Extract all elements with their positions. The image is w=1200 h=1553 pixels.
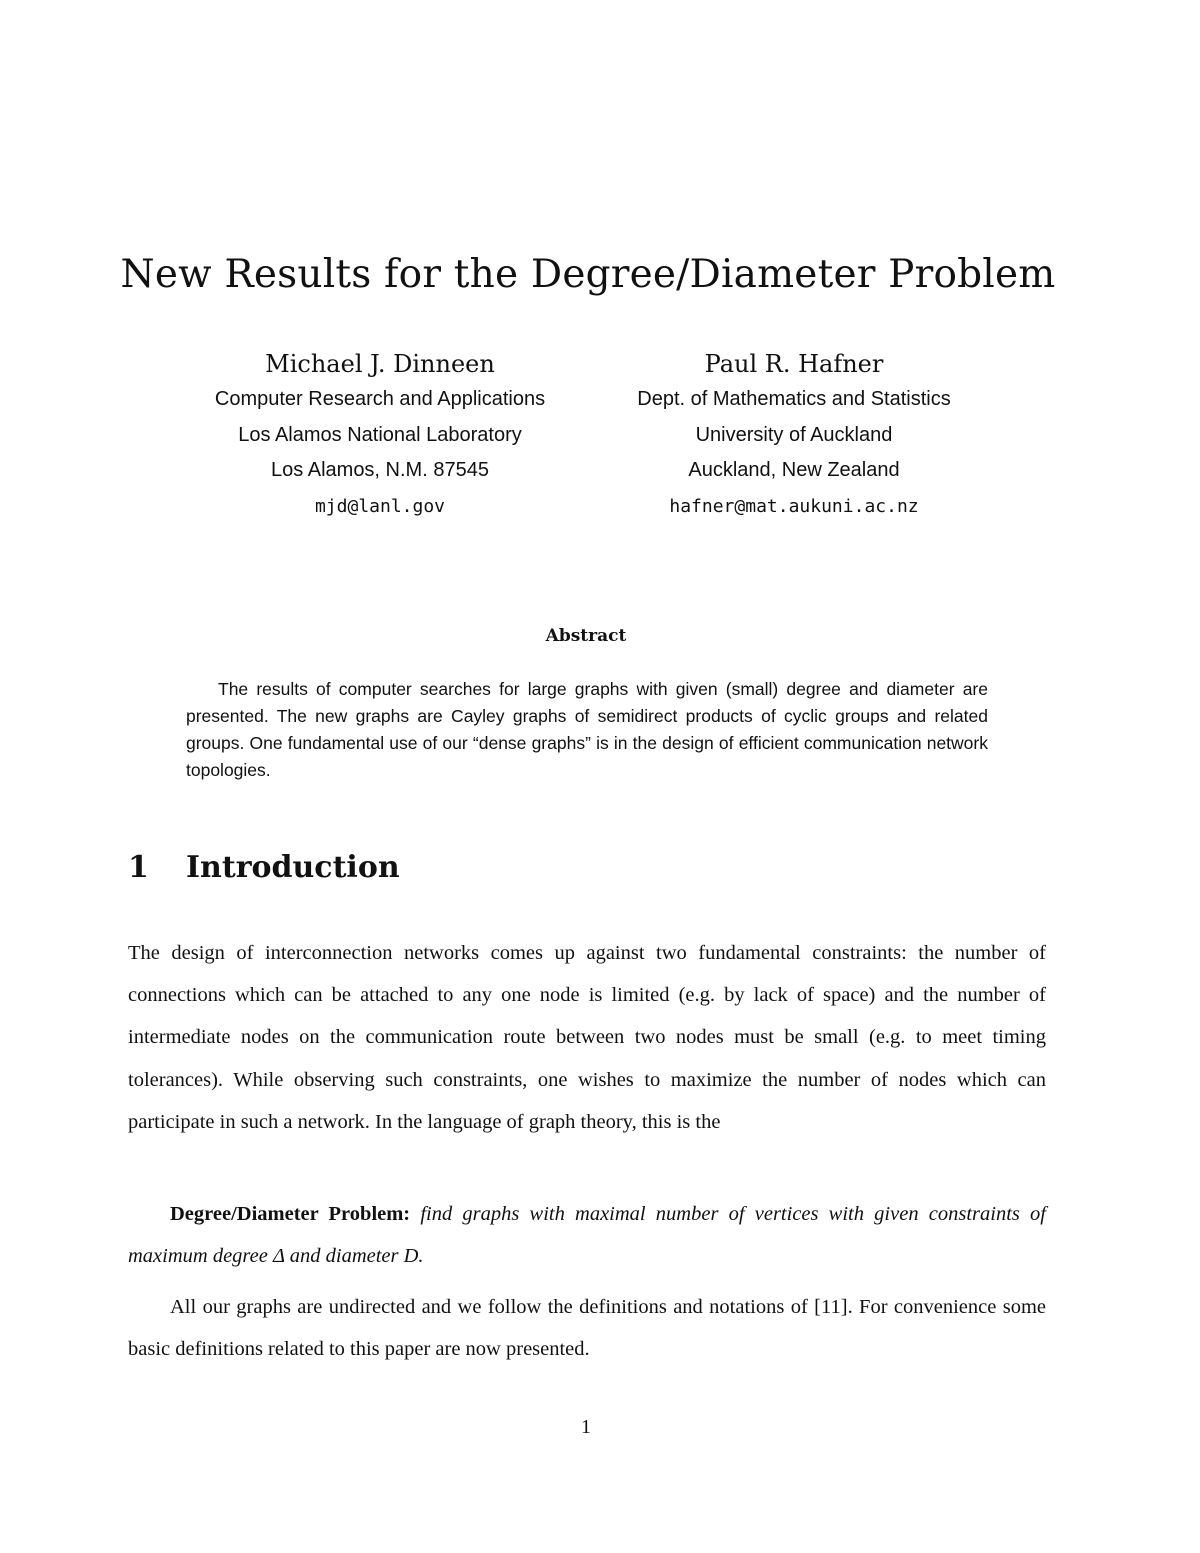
author-email: hafner@mat.aukuni.ac.nz bbox=[669, 495, 919, 517]
problem-statement: find graphs with maximal number of vertices with given constraints of maximum degree Δ and diameter D. bbox=[128, 1203, 1046, 1268]
author-institution: Los Alamos National Laboratory bbox=[238, 423, 522, 446]
section-number: 1 bbox=[128, 850, 149, 885]
page-number: 1 bbox=[581, 1416, 591, 1438]
abstract-heading: Abstract bbox=[545, 626, 627, 646]
abstract-text: The results of computer searches for large graphs with given (small) degree and diameter are presented. The new graphs are Cayley graphs of semidirect products of cyclic groups and related groups. One fundamental use of our “dense graphs” is in the design of efficient communication network topologies. bbox=[186, 679, 988, 780]
author-institution: University of Auckland bbox=[695, 423, 893, 446]
author-block-2 bbox=[594, 346, 994, 524]
paper-title: New Results for the Degree/Diameter Problem bbox=[120, 252, 1056, 297]
author-block-1 bbox=[180, 346, 580, 524]
problem-term: Degree/Diameter Problem: bbox=[170, 1203, 411, 1225]
author-name: Paul R. Hafner bbox=[704, 350, 884, 378]
definitions-paragraph: All our graphs are undirected and we follow the definitions and notations of [11]. For convenience some basic definitions related to this paper are now presented. bbox=[128, 1296, 1046, 1361]
author-name: Michael J. Dinneen bbox=[265, 350, 495, 378]
author-affiliation: Dept. of Mathematics and Statistics bbox=[637, 388, 951, 410]
author-address: Auckland, New Zealand bbox=[688, 459, 900, 481]
intro-paragraph: The design of interconnection networks comes up against two fundamental constraints: the number of connections which can be attached to any one node is limited (e.g. by lack of space) and the number of intermediate nodes on the communication route between two nodes must be small (e.g. to meet timing tolerances). While observing such constraints, one wishes to maximize the number of nodes which can participate in such a network. In the language of graph theory, this is the bbox=[128, 942, 1046, 1133]
author-affiliation: Computer Research and Applications bbox=[214, 388, 546, 410]
problem-definition bbox=[128, 1193, 1046, 1277]
author-address: Los Alamos, N.M. 87545 bbox=[271, 459, 489, 481]
section-title: Introduction bbox=[186, 850, 400, 885]
section-heading bbox=[128, 850, 400, 885]
author-email: mjd@lanl.gov bbox=[314, 495, 446, 517]
